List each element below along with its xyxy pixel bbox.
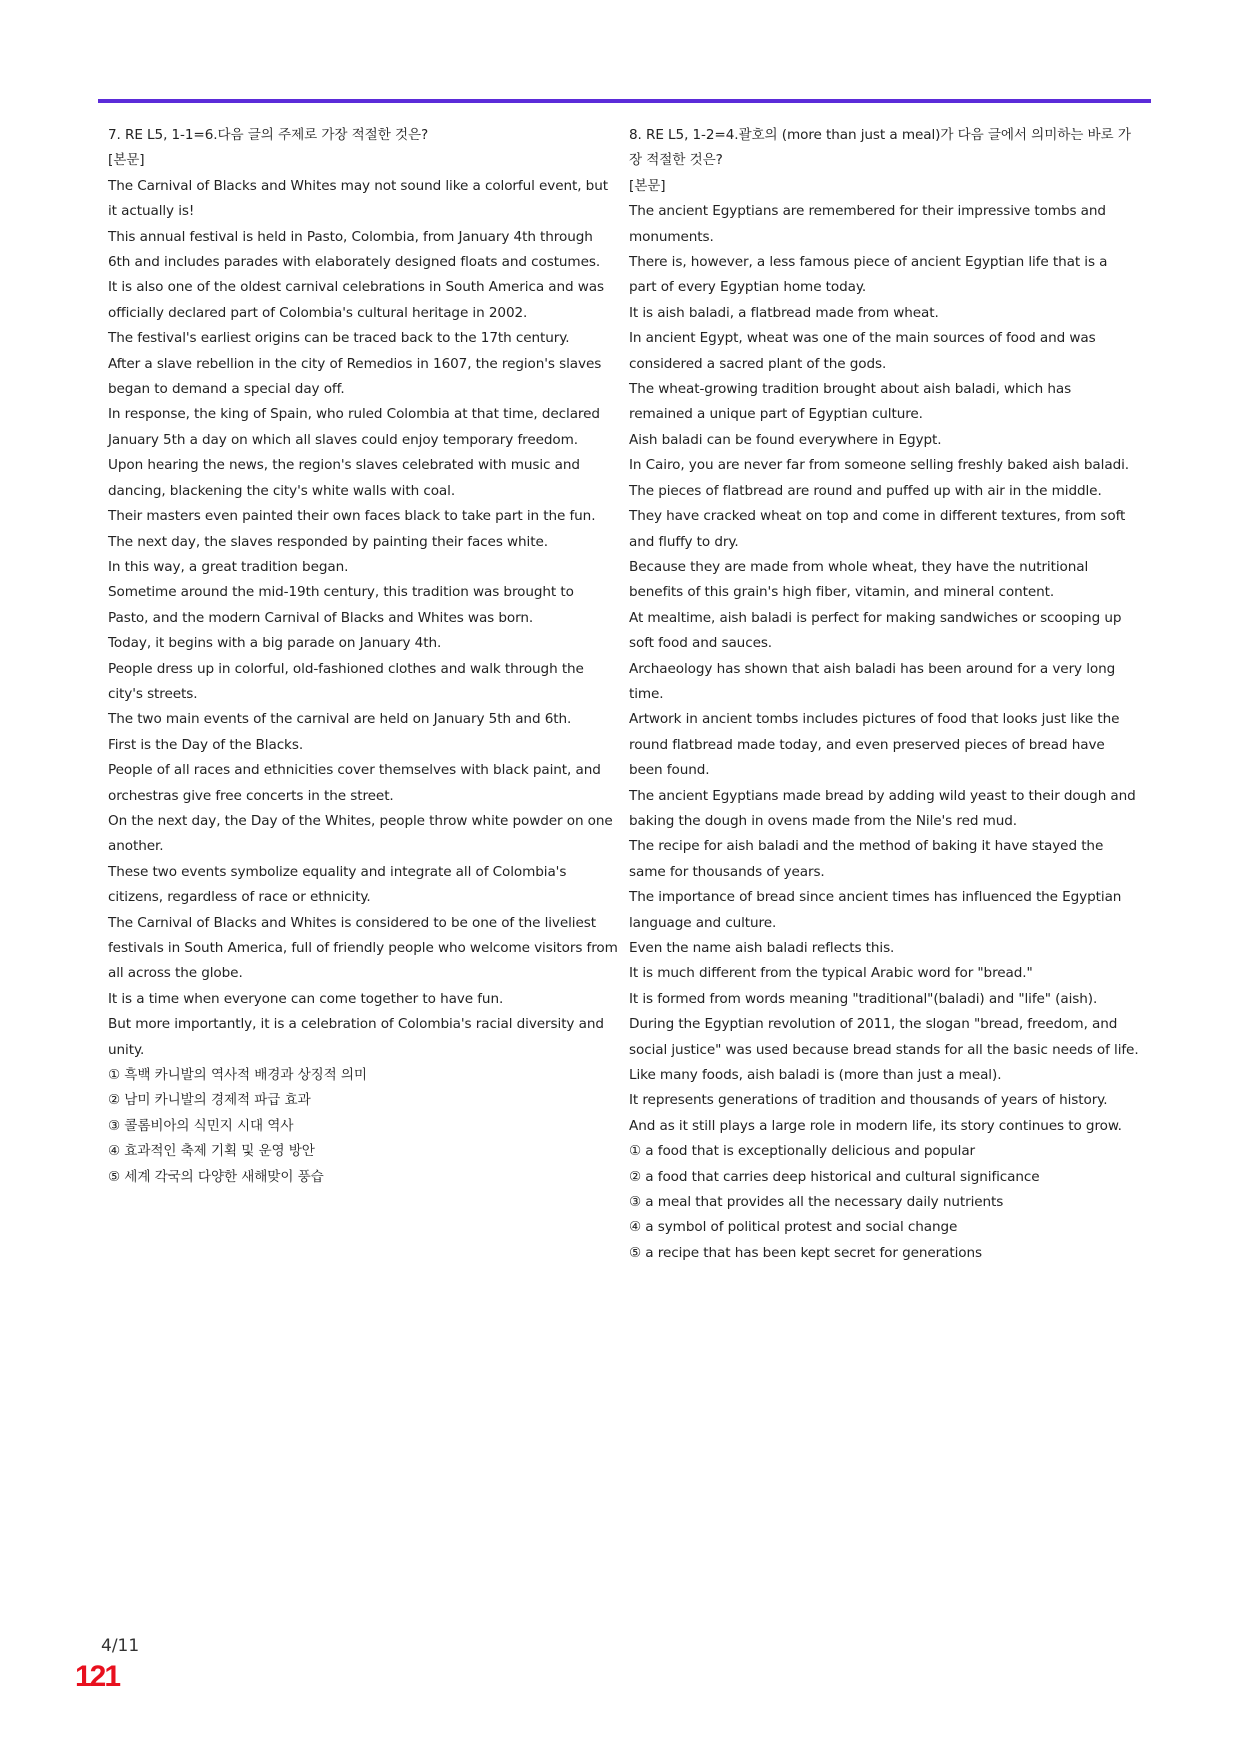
passage-line: It is aish baladi, a flatbread made from wheat.: [629, 304, 939, 321]
passage-line: There is, however, a less famous piece of ancient Egyptian life that is a part of every Egyptian home today.: [629, 254, 1108, 296]
passage-line: The Carnival of Blacks and Whites is considered to be one of the liveliest festivals in South America, full of friendly people who welcome visitors from all across the globe.: [108, 914, 618, 982]
passage-line: It is formed from words meaning "traditional"(baladi) and "life" (aish).: [629, 990, 1098, 1007]
passage-line: It represents generations of tradition and thousands of years of history.: [629, 1092, 1108, 1109]
answer-option-1: ① 흑백 카니발의 역사적 배경과 상징적 의미: [108, 1067, 367, 1084]
passage-line: Upon hearing the news, the region's slaves celebrated with music and dancing, blackening the city's white walls with coal.: [108, 457, 580, 499]
question-8-title: 8. RE L5, 1-2=4.괄호의 (more than just a meal)가 다음 글에서 의미하는 바로 가장 적절한 것은?: [629, 127, 1131, 169]
answer-option-3: ③ 콜롬비아의 식민지 시대 역사: [108, 1117, 294, 1134]
passage-line: They have cracked wheat on top and come in different textures, from soft and fluffy to dry.: [629, 508, 1126, 550]
passage-line: In Cairo, you are never far from someone selling freshly baked aish baladi.: [629, 457, 1129, 474]
question-7-passage: [108, 174, 618, 1063]
passage-line: The Carnival of Blacks and Whites may not sound like a colorful event, but it actually is!: [108, 177, 608, 220]
passage-line: The two main events of the carnival are held on January 5th and 6th.: [108, 711, 572, 728]
passage-line: Aish baladi can be found everywhere in Egypt.: [629, 431, 942, 448]
passage-line: First is the Day of the Blacks.: [108, 736, 304, 753]
passage-line: These two events symbolize equality and integrate all of Colombia's citizens, regardless of race or ethnicity.: [108, 863, 567, 906]
passage-line: After a slave rebellion in the city of Remedios in 1607, the region's slaves began to demand a special day off.: [108, 355, 602, 398]
page-indicator: 4/11: [101, 1636, 140, 1656]
passage-line: The festival's earliest origins can be traced back to the 17th century.: [108, 330, 570, 347]
passage-line: In response, the king of Spain, who ruled Colombia at that time, declared January 5th a day on which all slaves could enjoy temporary freedom.: [108, 406, 600, 448]
passage-line: The recipe for aish baladi and the method of baking it have stayed the same for thousands of years.: [629, 838, 1104, 880]
answer-option-4: ④ a symbol of political protest and social change: [629, 1219, 958, 1236]
passage-line: On the next day, the Day of the Whites, people throw white powder on one another.: [108, 812, 613, 855]
passage-line: Because they are made from whole wheat, they have the nutritional benefits of this grain's high fiber, vitamin, and mineral content.: [629, 558, 1089, 601]
answer-option-1: ① a food that is exceptionally delicious and popular: [629, 1143, 976, 1160]
passage-line: Today, it begins with a big parade on January 4th.: [108, 635, 442, 652]
passage-line: The importance of bread since ancient times has influenced the Egyptian language and culture.: [629, 889, 1122, 931]
question-8: [629, 123, 1139, 1266]
answer-option-5: ⑤ a recipe that has been kept secret for generations: [629, 1244, 983, 1261]
page-number: 121: [75, 1660, 120, 1693]
answer-option-4: ④ 효과적인 축제 기획 및 운영 방안: [108, 1143, 315, 1160]
passage-line: Artwork in ancient tombs includes pictures of food that looks just like the round flatbread made today, and even preserved pieces of bread have been found.: [629, 711, 1120, 779]
passage-line: In this way, a great tradition began.: [108, 558, 349, 575]
question-7-passage-tag: [본문]: [108, 152, 145, 169]
top-divider: [98, 99, 1151, 103]
passage-line: The ancient Egyptians are remembered for their impressive tombs and monuments.: [629, 203, 1106, 245]
passage-line: In ancient Egypt, wheat was one of the main sources of food and was considered a sacred plant of the gods.: [629, 330, 1096, 372]
question-7: [108, 123, 618, 1190]
passage-line: And as it still plays a large role in modern life, its story continues to grow.: [629, 1117, 1122, 1134]
question-8-options: [629, 1139, 1139, 1266]
answer-option-3: ③ a meal that provides all the necessary daily nutrients: [629, 1194, 1004, 1211]
answer-option-2: ② a food that carries deep historical and cultural significance: [629, 1168, 1040, 1185]
passage-line: It is much different from the typical Arabic word for "bread.": [629, 965, 1033, 982]
passage-line: This annual festival is held in Pasto, Colombia, from January 4th through 6th and includes parades with elaborately designed floats and costumes.: [108, 228, 601, 271]
passage-line: Like many foods, aish baladi is (more than just a meal).: [629, 1067, 1002, 1084]
passage-line: The wheat-growing tradition brought about aish baladi, which has remained a unique part of Egyptian culture.: [629, 381, 1072, 423]
passage-line: People of all races and ethnicities cover themselves with black paint, and orchestras give free concerts in the street.: [108, 762, 601, 804]
passage-line: The next day, the slaves responded by painting their faces white.: [108, 533, 548, 550]
passage-line: Even the name aish baladi reflects this.: [629, 940, 895, 956]
passage-line: It is a time when everyone can come together to have fun.: [108, 990, 504, 1007]
passage-line: The ancient Egyptians made bread by adding wild yeast to their dough and baking the dough in ovens made from the Nile's red mud.: [629, 787, 1136, 829]
passage-line: Sometime around the mid-19th century, this tradition was brought to Pasto, and the modern Carnival of Blacks and Whites was born.: [108, 584, 574, 626]
answer-option-5: ⑤ 세계 각국의 다양한 새해맞이 풍습: [108, 1168, 324, 1185]
passage-line: At mealtime, aish baladi is perfect for making sandwiches or scooping up soft food and sauces.: [629, 609, 1122, 652]
question-8-passage: [629, 199, 1139, 1139]
passage-line: People dress up in colorful, old-fashioned clothes and walk through the city's streets.: [108, 660, 584, 702]
passage-line: During the Egyptian revolution of 2011, the slogan "bread, freedom, and social justice" was used because bread stands for all the basic needs of life.: [629, 1016, 1139, 1058]
question-8-passage-tag: [본문]: [629, 177, 666, 194]
passage-line: The pieces of flatbread are round and puffed up with air in the middle.: [629, 482, 1102, 499]
passage-line: Their masters even painted their own faces black to take part in the fun.: [108, 508, 596, 525]
passage-line: It is also one of the oldest carnival celebrations in South America and was officially declared part of Colombia's cultural heritage in 2002.: [108, 279, 605, 321]
answer-option-2: ② 남미 카니발의 경제적 파급 효과: [108, 1092, 311, 1109]
passage-line: But more importantly, it is a celebration of Colombia's racial diversity and unity.: [108, 1016, 604, 1058]
question-7-title: 7. RE L5, 1-1=6.다음 글의 주제로 가장 적절한 것은?: [108, 127, 429, 143]
passage-line: Archaeology has shown that aish baladi has been around for a very long time.: [629, 660, 1116, 702]
question-7-options: [108, 1063, 618, 1190]
